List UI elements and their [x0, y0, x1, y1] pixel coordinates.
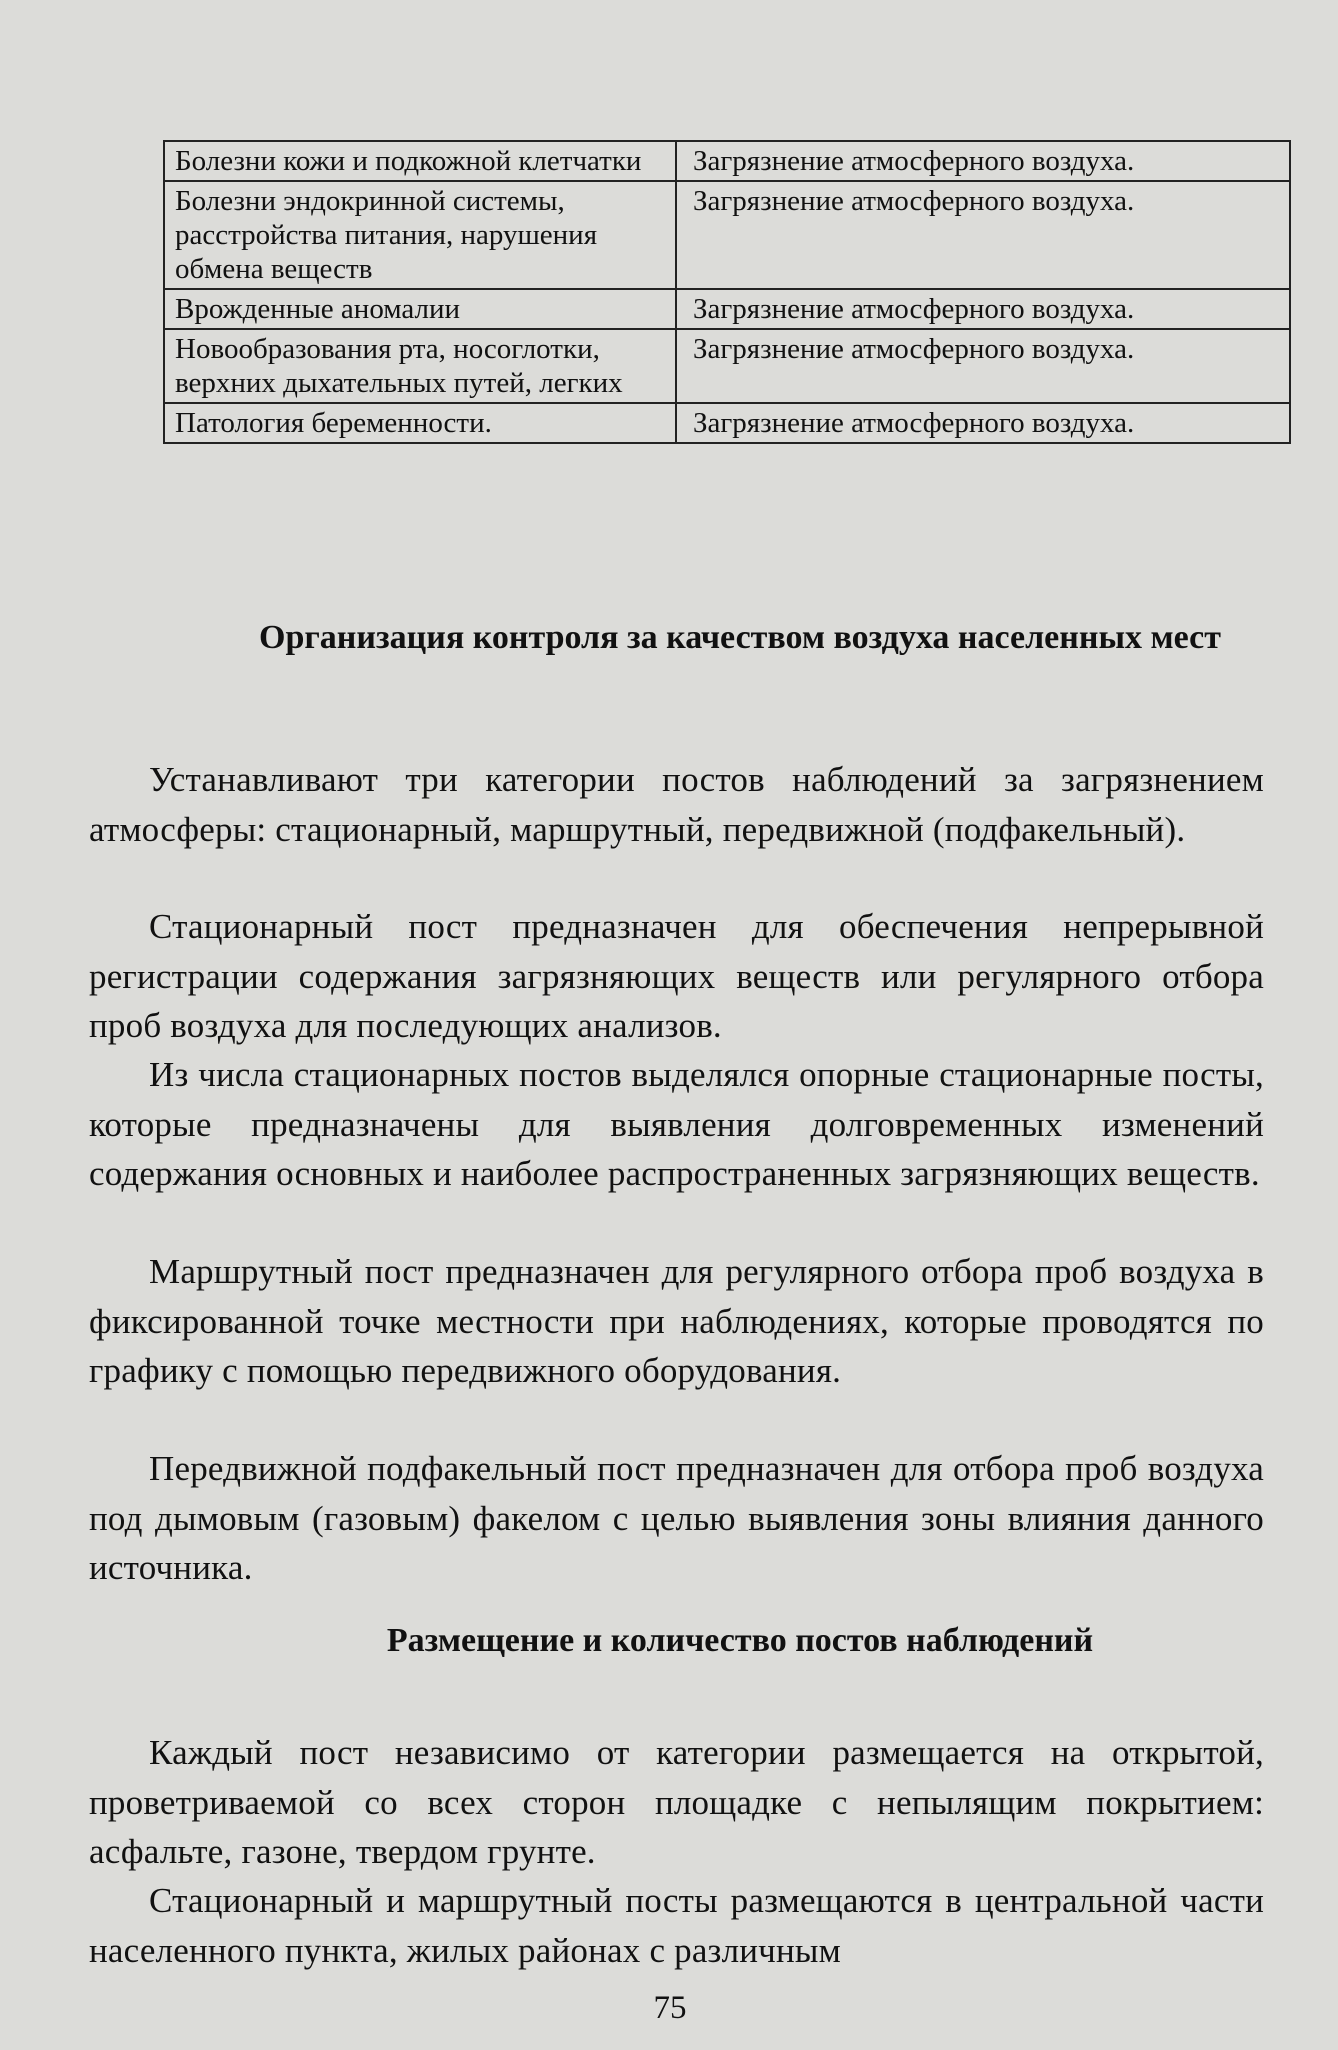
paragraph: Каждый пост независимо от категории размещается на открытой, проветриваемой со всех сторон площадке с непылящим покрытием: асфальте, газоне, твердом грунте.: [89, 1733, 1264, 1871]
paragraph: Стационарный и маршрутный посты размещаются в центральной части населенного пункта, жилых районах с различным: [89, 1881, 1264, 1970]
table-cell-disease: Болезни кожи и подкожной клетчатки: [164, 141, 676, 181]
paragraph: Маршрутный пост предназначен для регулярного отбора проб воздуха в фиксированной точке местности при наблюдениях, которые проводятся по графику с помощью передвижного оборудования.: [89, 1252, 1264, 1390]
table-cell-disease: Болезни эндокринной системы, расстройства питания, нарушения обмена веществ: [164, 181, 676, 289]
table-row: [164, 289, 1290, 329]
paragraph: Стационарный пост предназначен для обеспечения непрерывной регистрации содержания загрязняющих веществ или регулярного отбора проб воздуха для последующих анализов.: [89, 907, 1264, 1045]
table-cell-disease: Новообразования рта, носоглотки, верхних дыхательных путей, легких: [164, 329, 676, 403]
table-row: [164, 329, 1290, 403]
paragraph: Передвижной подфакельный пост предназначен для отбора проб воздуха под дымовым (газовым) факелом с целью выявления зоны влияния данного источника.: [89, 1449, 1264, 1587]
table-cell-disease: Патология беременности.: [164, 403, 676, 443]
table-cell-factor: Загрязнение атмосферного воздуха.: [676, 289, 1290, 329]
table-row: [164, 403, 1290, 443]
paragraph: Из числа стационарных постов выделялся опорные стационарные посты, которые предназначены для выявления долговременных изменений содержания основных и наиболее распространенных загрязняющих веществ.: [89, 1055, 1264, 1193]
table-cell-factor: Загрязнение атмосферного воздуха.: [676, 329, 1290, 403]
section-heading-post-placement: Размещение и количество постов наблюдений: [386, 1622, 1094, 1659]
section-heading-air-control: Организация контроля за качеством воздуха населенных мест: [259, 619, 1221, 656]
table-cell-factor: Загрязнение атмосферного воздуха.: [676, 403, 1290, 443]
disease-factor-table: [163, 140, 1291, 444]
table-cell-disease: Врожденные аномалии: [164, 289, 676, 329]
table-cell-factor: Загрязнение атмосферного воздуха.: [676, 181, 1290, 289]
table-row: [164, 181, 1290, 289]
page-number: 75: [653, 1990, 687, 2026]
table-row: [164, 141, 1290, 181]
paragraph: Устанавливают три категории постов наблюдений за загрязнением атмосферы: стационарный, маршрутный, передвижной (подфакельный).: [89, 760, 1264, 849]
table-cell-factor: Загрязнение атмосферного воздуха.: [676, 141, 1290, 181]
